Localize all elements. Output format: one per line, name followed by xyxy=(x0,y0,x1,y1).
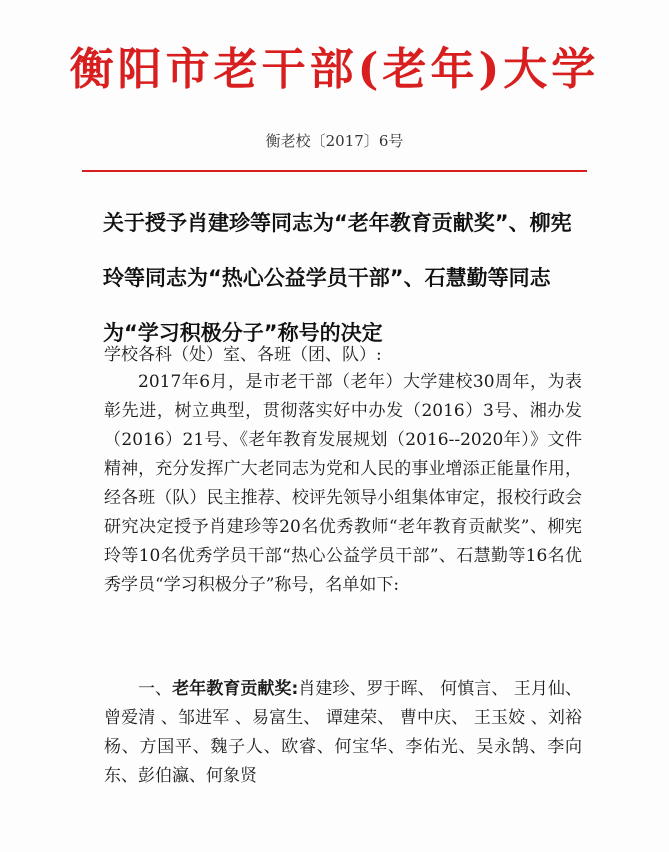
addressee: 学校各科（处）室、各班（团、队）: xyxy=(104,345,382,365)
honor-title: 老年教育贡献奖: xyxy=(172,679,299,699)
honor-list-1 xyxy=(104,675,582,791)
institution-header: 衡阳市老干部(老年)大学 xyxy=(69,44,600,95)
honor-names: 肖建珍、罗于晖、 何慎言、 王月仙、 曾爱清 、邹进军 、易富生、 谭建荣、 曹中庆、 王玉姣 、刘裕杨、方国平、魏子人、欧睿、何宝华、李佑光、吴永鹄、李向东、彭伯瀛、何象贤 xyxy=(104,679,582,786)
body-paragraph: 2017年6月，是市老干部（老年）大学建校30周年，为表彰先进，树立典型，贯彻落实好中办发（2016）3号、湘办发（2016）21号、《老年教育发展规划（2016--2020年）》文件精神，充分发挥广大老同志为党和人民的事业增添正能量作用，经各班（队）民主推荐、校评先领导小组集体审定，报校行政会研究决定授予肖建珍等20名优秀教师“老年教育贡献奖”、柳宪玲等10名优秀学员干部“热心公益学员干部”、石慧勤等16名优秀学员“学习积极分子”称号，名单如下: xyxy=(104,372,582,595)
red-divider xyxy=(82,170,587,172)
honor-prefix: 一、 xyxy=(138,679,173,699)
document-title: 关于授予肖建珍等同志为“老年教育贡献奖”、柳宪玲等同志为“热心公益学员干部”、石慧勤等同志为“学习积极分子”称号的决定 xyxy=(103,211,572,345)
document-number: 衡老校〔2017〕6号 xyxy=(265,132,404,150)
